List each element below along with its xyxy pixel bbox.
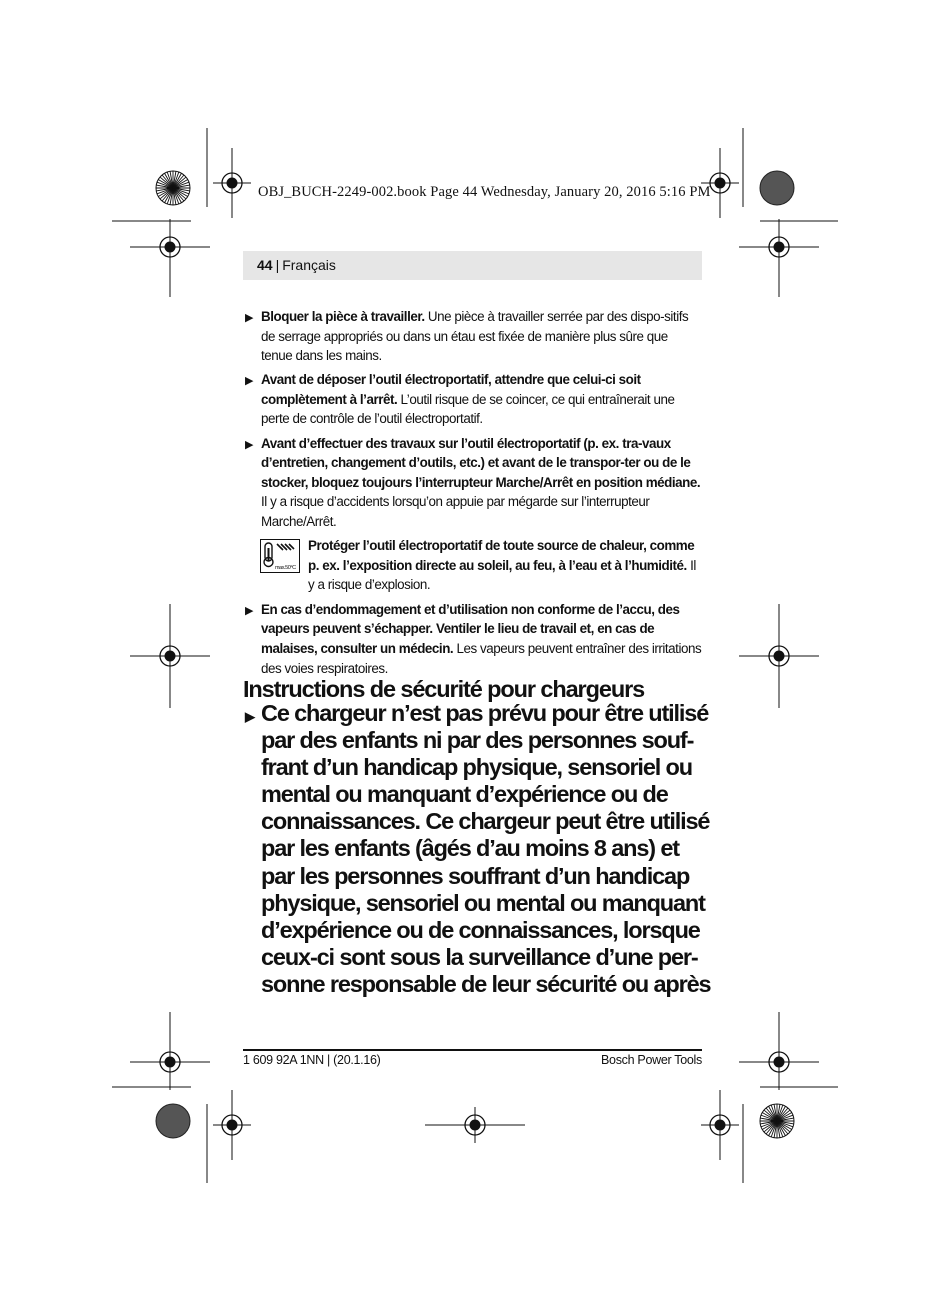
triangle-right-icon: ▶ xyxy=(245,604,254,617)
icon-label: max.50°C xyxy=(275,565,296,572)
header-language: Français xyxy=(282,257,336,273)
thermometer-heat-warning-icon xyxy=(260,539,300,573)
charger-warning-line: par les personnes souffrant d’un handicap xyxy=(261,862,690,889)
starburst-target-icon xyxy=(156,171,190,205)
charger-warning-line: par les enfants (âgés d’au moins 8 ans) et xyxy=(261,835,679,862)
triangle-right-icon: ▶ xyxy=(245,312,254,324)
charger-warning-text xyxy=(243,700,711,998)
warning-bold: Avant d’effectuer des travaux sur l’outil électroportatif (p. ex. tra-vaux d’entretien, changement d’outils, etc.) et avant de le transpor-ter ou de le stocker, bloquez toujours l’interrupteur Marche/Arrêt en position médiane. xyxy=(261,435,701,490)
list-item xyxy=(243,434,702,532)
list-item xyxy=(243,370,702,429)
footer-doc-code: 1 609 92A 1NN | (20.1.16) xyxy=(243,1053,381,1067)
triangle-right-icon: ▶ xyxy=(245,438,254,451)
charger-warning-line: sonne responsable de leur sécurité ou après xyxy=(261,970,711,997)
section-title: Instructions de sécurité pour chargeurs xyxy=(243,676,645,702)
charger-warning-line: par des enfants ni par des personnes souf- xyxy=(261,727,694,754)
charger-warning-line: Ce chargeur n’est pas prévu pour être utilisé xyxy=(261,700,709,726)
header-separator: | xyxy=(275,257,280,273)
warning-text: L’outil risque de se coincer, ce qui entraînerait une perte de contrôle de l’outil électroportatif. xyxy=(261,391,675,427)
triangle-right-icon: ▶ xyxy=(245,709,254,724)
warning-bold: Bloquer la pièce à travailler. xyxy=(261,309,425,324)
warning-bold: Protéger l’outil électroportatif de toute source de chaleur, comme p. ex. l’exposition directe au soleil, au feu, à l’eau et à l’humidité. xyxy=(308,538,695,573)
starburst-target-icon xyxy=(760,1104,794,1138)
triangle-right-icon: ▶ xyxy=(245,375,254,388)
page-header xyxy=(243,251,702,280)
heat-warning-block xyxy=(243,536,702,595)
footer-divider xyxy=(243,1049,702,1051)
warning-text: Il y a risque d’explosion. xyxy=(308,557,696,593)
warning-text: Les vapeurs peuvent entraîner des irritations des voies respiratoires. xyxy=(261,641,702,676)
charger-warning-line: mental ou manquant d’expérience ou de xyxy=(261,781,668,808)
warning-bold: En cas d’endommagement et d’utilisation non conforme de l’accu, des vapeurs peuvent s’échapper. Ventiler le lieu de travail et, en cas de malaises, consulter un médecin. xyxy=(261,601,680,656)
list-item xyxy=(243,307,702,366)
book-info-line: OBJ_BUCH-2249-002.book Page 44 Wednesday, January 20, 2016 5:16 PM xyxy=(258,184,711,200)
charger-warning-line: connaissances. Ce chargeur peut être utilisé xyxy=(261,808,710,835)
footer-brand: Bosch Power Tools xyxy=(601,1053,702,1067)
list-item xyxy=(243,600,702,678)
charger-warning-line: frant d’un handicap physique, sensoriel ou xyxy=(261,754,692,781)
page-number: 44 xyxy=(257,257,273,273)
safety-content xyxy=(243,307,702,683)
charger-warning-line: d’expérience ou de connaissances, lorsque xyxy=(261,916,700,943)
warning-bold: Avant de déposer l’outil électroportatif, attendre que celui-ci soit complètement à l’arrêt. xyxy=(261,372,641,407)
charger-warning-line: ceux-ci sont sous la surveillance d’une per- xyxy=(261,943,698,970)
warning-text: Il y a risque d’accidents lorsqu’on appuie par mégarde sur l’interrupteur Marche/Arrêt. xyxy=(261,494,650,529)
warning-text: Une pièce à travailler serrée par des dispo-sitifs de serrage appropriés ou dans un étau est fixée de manière plus sûre que tenue dans les mains. xyxy=(261,309,689,364)
charger-warning xyxy=(243,700,711,998)
charger-warning-line: physique, sensoriel ou mental ou manquant xyxy=(261,889,705,916)
